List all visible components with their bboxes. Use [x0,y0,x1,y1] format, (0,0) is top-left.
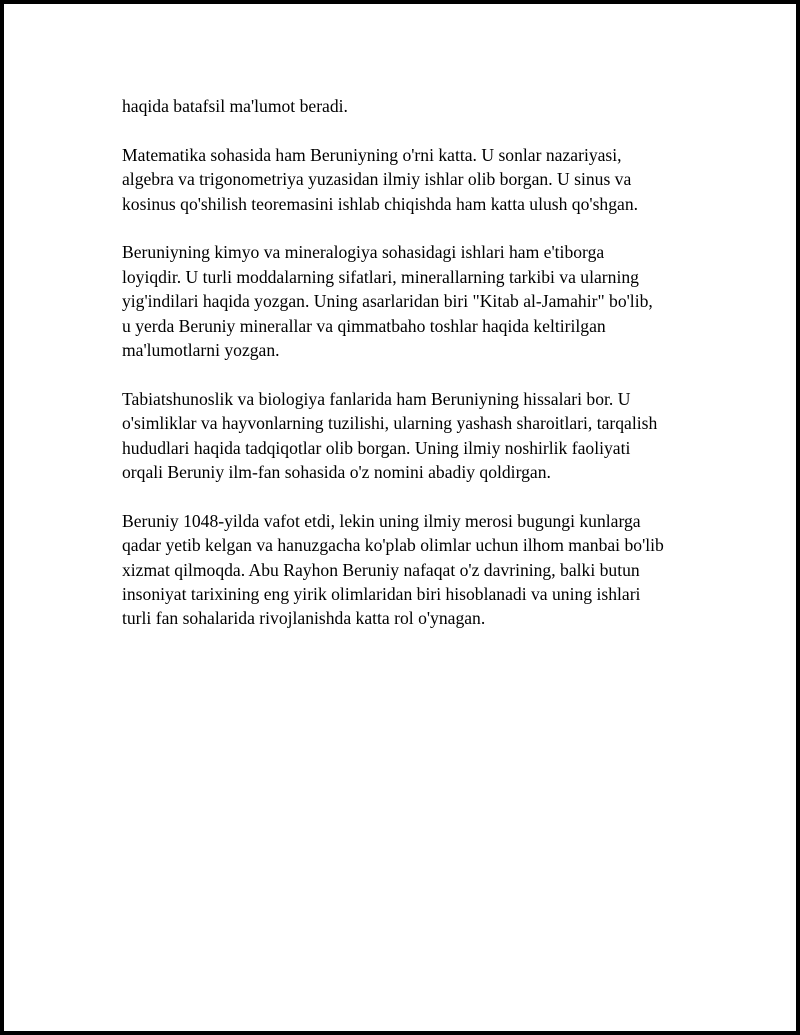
paragraph-4 [122,387,702,485]
paragraph-1 [122,94,702,118]
text-line: orqali Beruniy ilm-fan sohasida o'z nomini abadiy qoldirgan. [122,462,551,483]
text-line: o'simliklar va hayvonlarning tuzilishi, ularning yashash sharoitlari, tarqalish [122,413,658,434]
text-line: yig'indilari haqida yozgan. Uning asarlaridan biri "Kitab al-Jamahir" bo'lib, [122,291,653,312]
paragraph-5 [122,509,702,631]
paragraph-spacer [122,484,702,508]
text-line: xizmat qilmoqda. Abu Rayhon Beruniy nafaqat o'z davrining, balki butun [122,559,640,580]
paragraph-spacer [122,118,702,142]
text-line: insoniyat tarixining eng yirik olimlaridan biri hisoblanadi va uning ishlari [122,584,641,605]
text-line: Beruniy 1048-yilda vafot etdi, lekin uning ilmiy merosi bugungi kunlarga [122,510,641,531]
document-body [122,94,702,631]
text-line: hududlari haqida tadqiqotlar olib borgan. Uning ilmiy noshirlik faoliyati [122,437,631,458]
text-line: haqida batafsil ma'lumot beradi. [122,96,348,116]
text-line: kosinus qo'shilish teoremasini ishlab chiqishda ham katta ulush qo'shgan. [122,193,639,214]
paragraph-spacer [122,362,702,386]
text-line: Beruniyning kimyo va mineralogiya sohasidagi ishlari ham e'tiborga [122,242,605,263]
paragraph-3 [122,240,702,362]
text-line: turli fan sohalarida rivojlanishda katta rol o'ynagan. [122,608,486,629]
text-line: qadar yetib kelgan va hanuzgacha ko'plab olimlar uchun ilhom manbai bo'lib [122,535,664,556]
text-line: u yerda Beruniy minerallar va qimmatbaho toshlar haqida keltirilgan [122,315,606,336]
text-line: algebra va trigonometriya yuzasidan ilmiy ishlar olib borgan. U sinus va [122,169,632,190]
paragraph-2 [122,143,702,216]
text-line: ma'lumotlarni yozgan. [122,340,280,361]
text-line: Tabiatshunoslik va biologiya fanlarida ham Beruniyning hissalari bor. U [122,388,631,409]
text-line: loyiqdir. U turli moddalarning sifatlari, minerallarning tarkibi va ularning [122,266,639,287]
text-line: Matematika sohasida ham Beruniyning o'rni katta. U sonlar nazariyasi, [122,144,622,165]
paragraph-spacer [122,216,702,240]
